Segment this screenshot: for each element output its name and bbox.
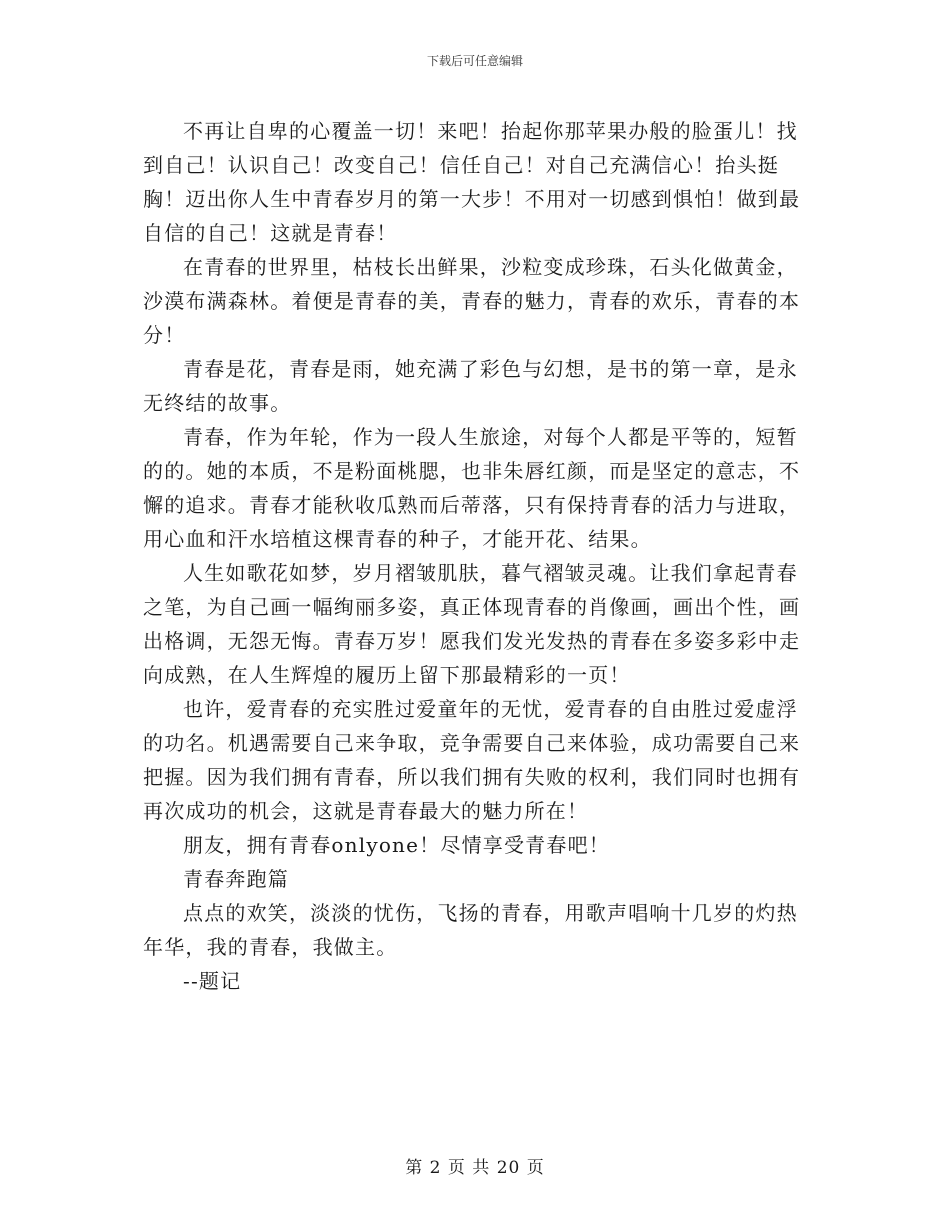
paragraph: 不再让自卑的心覆盖一切！来吧！抬起你那苹果办般的脸蛋儿！找到自己！认识自己！改变自己！信任自己！对自己充满信心！抬头挺胸！迈出你人生中青春岁月的第一大步！不用对一切感到惧怕！做到最自信的自己！这就是青春！ xyxy=(143,119,801,245)
paragraph: 青春是花，青春是雨，她充满了彩色与幻想，是书的第一章，是永无终结的故事。 xyxy=(143,357,798,415)
document-body xyxy=(143,114,813,998)
page-number: 第 2 页 共 20 页 xyxy=(405,1158,545,1178)
section-heading: 青春奔跑篇 xyxy=(183,867,289,891)
paragraph: 朋友，拥有青春onlyone！尽情享受青春吧！ xyxy=(183,833,610,857)
paragraph: 也许，爱青春的充实胜过爱童年的无忧，爱青春的自由胜过爱虚浮的功名。机遇需要自己来争取，竞争需要自己来体验，成功需要自己来把握。因为我们拥有青春，所以我们拥有失败的权利，我们同时也拥有再次成功的机会，这就是青春最大的魅力所在！ xyxy=(143,697,801,823)
paragraph: 人生如歌花如梦，岁月褶皱肌肤，暮气褶皱灵魂。让我们拿起青春之笔，为自己画一幅绚丽多姿，真正体现青春的肖像画，画出个性，画出格调，无怨无悔。青春万岁！愿我们发光发热的青春在多姿多彩中走向成熟，在人生辉煌的履历上留下那最精彩的一页！ xyxy=(143,561,801,687)
paragraph: 青春，作为年轮，作为一段人生旅途，对每个人都是平等的，短暂的的。她的本质，不是粉面桃腮，也非朱唇红颜，而是坚定的意志，不懈的追求。青春才能秋收瓜熟而后蒂落，只有保持青春的活力与进取，用心血和汗水培植这棵青春的种子，才能开花、结果。 xyxy=(143,425,801,551)
paragraph: 在青春的世界里，枯枝长出鲜果，沙粒变成珍珠，石头化做黄金，沙漠布满森林。着便是青春的美，青春的魅力，青春的欢乐，青春的本分！ xyxy=(143,255,801,347)
page-header-note: 下载后可任意编辑 xyxy=(426,54,523,68)
paragraph: 点点的欢笑，淡淡的忧伤，飞扬的青春，用歌声唱响十几岁的灼热年华，我的青春，我做主。 xyxy=(143,901,798,959)
epigraph-attribution: --题记 xyxy=(183,969,242,993)
